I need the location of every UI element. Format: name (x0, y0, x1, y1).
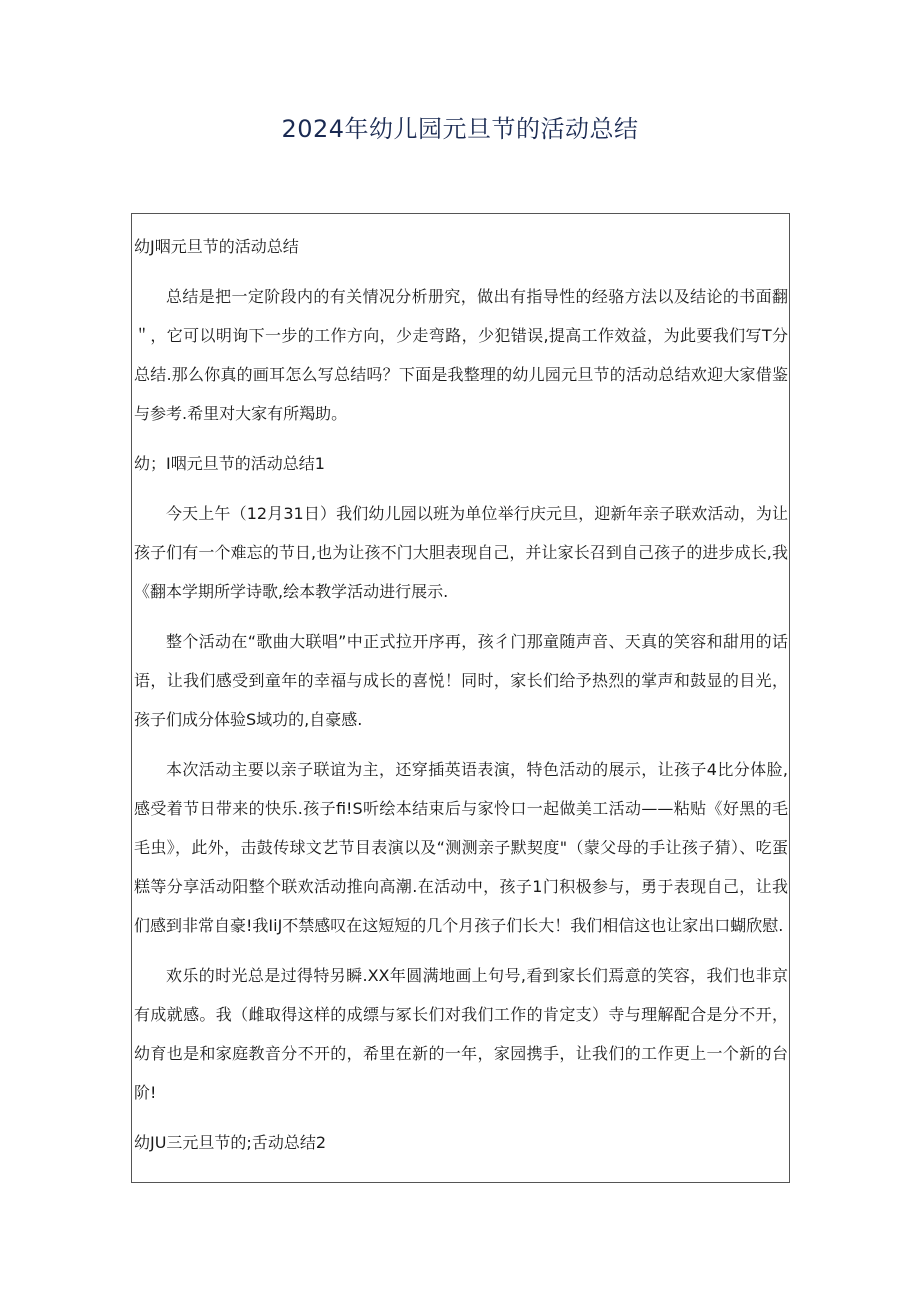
document-title: 2024年幼儿园元旦节的活动总结 (281, 115, 639, 143)
body-paragraph: 整个活动在“歌曲大联唱”中正式拉开序再，孩彳门那童随声音、天真的笑容和甜用的话语，让我们感受到童年的幸福与成长的喜悦！同时，家长们给予热烈的掌声和鼓显的目光，孩子们成分体验S域功的,自豪感. (134, 632, 788, 729)
body-paragraph: 欢乐的时光总是过得特另瞬.XX年圆满地画上句号,看到家长们焉意的笑容，我们也非京有成就感。我（雌取得这样的成缥与冢长们对我们工作的肯定支）寺与理解配合是分不开，幼育也是和家庭教音分不开的，希里在新的一年，家园携手，让我们的工作更上一个新的台阶! (134, 966, 788, 1102)
section-heading: 幼J咽元旦节的活动总结 (134, 237, 299, 256)
section-heading: 幼；I咽元旦节的活动总结1 (134, 454, 325, 473)
section-heading: 幼JU三元旦节的;舌动总结2 (134, 1133, 327, 1152)
body-paragraph: 本次活动主要以亲子联谊为主，还穿插英语表演，特色活动的展示，让孩子4比分体脸,感受着节日带来的快乐.孩子fi!S听绘本结束后与家怜口一起做美工活动——粘贴《好黑的毛毛虫》，此外，击鼓传球文艺节目表演以及“测测亲子默契度"（蒙父母的手让孩子猜）、吃蛋糕等分享活动阳整个联欢活动推向高潮.在活动中，孩子1门积极参与，勇于表现自己，让我们感到非常自豪!我IiJ不禁感叹在这短短的几个月孩子们长大！我们相信这也让家出口蝴欣慰. (134, 760, 788, 935)
document-body (134, 227, 788, 1162)
intro-paragraph: 总结是把一定阶段内的有关情况分析册究，做出有指导性的经骆方法以及结论的书面翻＂，它可以明询下一步的工作方向，少走弯路，少犯错误,提高工作效益，为此要我们写T分总结.那么你真的画耳怎么写总结吗？下面是我整理的幼儿园元旦节的活动总结欢迎大家借鉴与参考.希里对大家有所羯助。 (134, 287, 788, 423)
body-paragraph: 今天上午（12月31日）我们幼儿园以班为单位举行庆元旦，迎新年亲子联欢活动，为让孩子们有一个难忘的节日,也为让孩不门大胆表现自己，并让家长召到自己孩子的进步成长,我《翻本学期所学诗歌,绘本教学活动进行展示. (134, 504, 788, 601)
